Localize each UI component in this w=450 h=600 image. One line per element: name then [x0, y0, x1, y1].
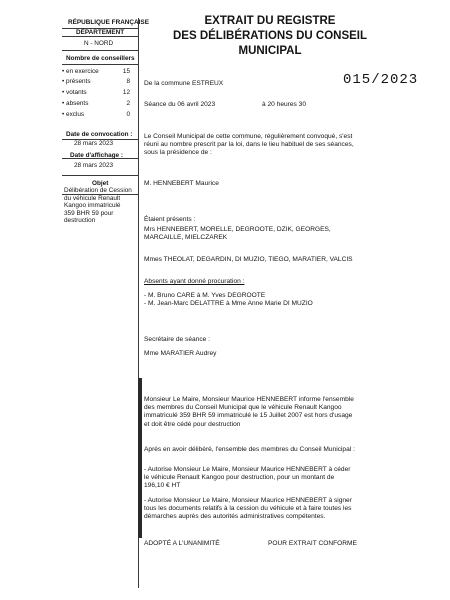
paragraph-signature — [144, 497, 352, 522]
mmes-line: Mmes THEOLAT, DEGARDIN, DI MUZIO, TIEGO, MARATIER, VALCIS — [144, 256, 353, 263]
seance-heure: à 20 heures 30 — [262, 101, 306, 108]
objet-line: destruction — [64, 217, 96, 225]
objet-text — [64, 187, 138, 225]
procuration-line: - M. Bruno CARE à M. Yves DEGROOTE — [144, 292, 266, 299]
document-title — [160, 14, 380, 59]
para4-line: démarches auprès des autorités administratives compétentes. — [144, 513, 326, 521]
title-line: MUNICIPAL — [238, 45, 302, 57]
presents-list — [144, 226, 331, 242]
presents-line: Mrs HENNEBERT, MORELLE, DEGROOTE, DZIK, GEORGES, — [144, 226, 331, 233]
count-row — [62, 111, 140, 119]
objet-line: Kangoo immatriculé — [64, 202, 121, 210]
paragraph-cession — [144, 466, 350, 491]
para3-line: 196,10 € HT — [144, 482, 181, 490]
count-value: 2 — [126, 100, 130, 107]
presents-line: MARCAILLE, MIELCZAREK — [144, 234, 228, 242]
procuration-list — [144, 292, 313, 308]
para1-line: des membres du Conseil Municipal que le véhicule Renault Kangoo — [144, 404, 342, 412]
departement-value: N - NORD — [84, 40, 114, 47]
title-line: DES DÉLIBÉRATIONS DU CONSEIL — [172, 30, 368, 42]
commune-line: De la commune ESTREUX — [144, 80, 224, 87]
convocation-label: Date de convocation : — [66, 131, 133, 138]
para3-line: le véhicule Renault Kangoo pour destruction, pour un montant de — [144, 474, 335, 482]
president-name: M. HENNEBERT Maurice — [144, 180, 219, 187]
count-value: 12 — [122, 89, 130, 96]
count-label: • en exercice — [62, 68, 99, 75]
republique-label: RÉPUBLIQUE FRANÇAISE — [68, 19, 149, 26]
intro-line: Le Conseil Municipal de cette commune, régulièrement convoqué, s'est — [144, 133, 353, 140]
intro-paragraph — [144, 133, 354, 158]
para1-line: Monsieur Le Maire, Monsieur Maurice HENNEBERT informe l'ensemble — [144, 396, 354, 403]
para1-line: immatriculé 359 BHR 59 immatriculé le 15 Juillet 2007 est hors d'usage — [144, 412, 353, 420]
conforme-label: POUR EXTRAIT CONFORME — [268, 540, 357, 547]
left-divider — [62, 64, 139, 65]
count-value: 0 — [126, 111, 130, 118]
count-value: 8 — [126, 78, 130, 85]
objet-label: Objet — [92, 180, 109, 187]
count-row — [62, 78, 140, 86]
procuration-line: - M. Jean-Marc DELATTRE à Mme Anne Marie DI MUZIO — [144, 300, 313, 308]
adopte-label: ADOPTÉ A L'UNANIMITÉ — [144, 540, 220, 547]
objet-line: 359 BHR 59 pour — [64, 209, 114, 217]
paragraph-information — [144, 396, 354, 429]
affichage-date: 28 mars 2023 — [74, 162, 114, 169]
presents-label: Étaient présents : — [144, 216, 196, 223]
secretaire-name: Mme MARATIER Audrey — [144, 350, 217, 357]
para1-line: et doit être cédé pour destruction — [144, 420, 241, 428]
count-label: • votants — [62, 89, 87, 96]
count-row — [62, 89, 140, 97]
scan-mark — [138, 378, 142, 538]
title-line: EXTRAIT DU REGISTRE — [204, 15, 336, 27]
para3-line: - Autorise Monsieur Le Maire, Monsieur Maurice HENNEBERT à céder — [144, 466, 351, 473]
intro-line: réuni au nombre prescrit par la loi, dans le lieu habituel de ses séances, — [144, 141, 354, 149]
affichage-label: Date d'affichage : — [70, 152, 124, 159]
count-row — [62, 68, 140, 76]
para4-line: - Autorise Monsieur Le Maire, Monsieur Maurice HENNEBERT à signer — [144, 497, 352, 504]
secretaire-label: Secrétaire de séance : — [144, 336, 210, 343]
objet-line: Délibération de Cession — [64, 187, 132, 194]
count-label: • exclus — [62, 111, 85, 118]
left-divider — [62, 175, 139, 176]
conseillers-label: Nombre de conseillers — [66, 55, 135, 62]
paragraph-deliberation: Après en avoir délibéré, l'ensemble des membres du Conseil Municipal : — [144, 446, 355, 453]
left-divider — [62, 50, 139, 51]
intro-line: sous la présidence de : — [144, 149, 212, 157]
count-value: 15 — [122, 68, 130, 75]
departement-label: DÉPARTEMENT — [76, 29, 125, 36]
objet-line: du véhicule Renault — [64, 194, 121, 202]
deliberation-number: 015/2023 — [343, 72, 419, 88]
seance-date: Séance du 06 avril 2023 — [144, 101, 216, 108]
count-label: • présents — [62, 78, 91, 85]
count-label: • absents — [62, 100, 89, 107]
convocation-date: 28 mars 2023 — [74, 140, 114, 147]
para4-line: tous les documents relatifs à la cession du véhicule et à faire toutes les — [144, 505, 352, 513]
procuration-label: Absents ayant donné procuration : — [144, 278, 245, 285]
count-row — [62, 100, 140, 108]
